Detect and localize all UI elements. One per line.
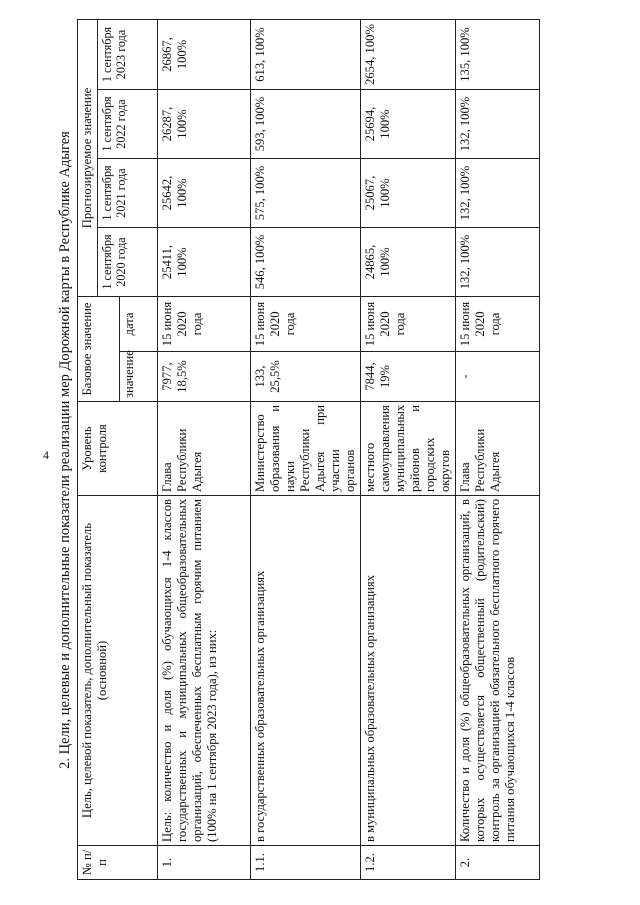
row-forecast-2020: 546, 100%: [251, 228, 361, 297]
header-year-2020: 1 сентября 2020 года: [98, 228, 158, 297]
row-indicator: в муниципальных образовательных организациях: [361, 496, 456, 846]
row-forecast-2023: 135, 100%: [456, 19, 540, 89]
row-base-date: 15 июня 2020 года: [456, 297, 540, 352]
header-year-2021: 1 сентября 2021 года: [98, 159, 158, 228]
row-forecast-2020: 132, 100%: [456, 228, 540, 297]
row-num: 2.: [456, 846, 540, 880]
row-forecast-2021: 25067, 100%: [361, 159, 456, 228]
row-base-value: 133, 25,5%: [251, 352, 361, 402]
row-indicator: Цель: количество и доля (%) обучающихся 1-4 классов государственных и муниципальных общеобразовательных организаций, обеспеченных бесплатным горячим питанием (100% на 1 сентября 2023 года), из них:: [158, 496, 251, 846]
header-base-value: значение: [120, 352, 158, 402]
row-forecast-2020: 25411, 100%: [158, 228, 251, 297]
row-forecast-2022: 593, 100%: [251, 90, 361, 159]
row-control: местного самоуправления муниципальных районов и городских округов: [361, 402, 456, 496]
row-forecast-2022: 132, 100%: [456, 90, 540, 159]
table-row: [456, 19, 540, 879]
row-indicator: Количество и доля (%) общеобразовательных организаций, в которых осуществляется общественный (родительский) контроль за организацией обязательного бесплатного горячего питания обучающихся 1-4 классов: [456, 496, 540, 846]
row-forecast-2021: 132, 100%: [456, 159, 540, 228]
row-forecast-2021: 25642, 100%: [158, 159, 251, 228]
row-forecast-2023: 26867, 100%: [158, 19, 251, 89]
targets-table: [77, 19, 540, 880]
row-num: 1.2.: [361, 846, 456, 880]
header-num: № п/п: [78, 846, 158, 880]
table-row: [158, 19, 251, 879]
row-control: Глава Республики Адыгея: [456, 402, 540, 496]
row-base-value: -: [456, 352, 540, 402]
row-base-date: 15 июня 2020 года: [158, 297, 251, 352]
row-base-date: 15 июня 2020 года: [361, 297, 456, 352]
header-base: Базовое значение: [78, 297, 120, 402]
row-num: 1.1.: [251, 846, 361, 880]
row-forecast-2023: 613, 100%: [251, 19, 361, 89]
row-control: Глава Республики Адыгея: [158, 402, 251, 496]
row-forecast-2022: 26287, 100%: [158, 90, 251, 159]
document-title: 2. Цели, целевые и дополнительные показатели реализации мер Дорожной карты в Республике Адыгея: [57, 131, 73, 769]
table-row: [251, 19, 361, 879]
table-row: [361, 19, 456, 879]
row-base-date: 15 июня 2020 года: [251, 297, 361, 352]
row-num: 1.: [158, 846, 251, 880]
row-forecast-2020: 24865, 100%: [361, 228, 456, 297]
header-base-date: дата: [120, 297, 158, 352]
header-control: Уровень контроля: [78, 402, 158, 496]
row-control: Министерство образования и науки Республики Адыгея при участии органов: [251, 402, 361, 496]
header-row-1: [78, 19, 98, 879]
row-base-value: 7977, 18,5%: [158, 352, 251, 402]
header-year-2022: 1 сентября 2022 года: [98, 90, 158, 159]
header-indicator: Цель, целевой показатель, дополнительный показатель (основной): [78, 496, 158, 846]
row-indicator: в государственных образовательных организациях: [251, 496, 361, 846]
row-forecast-2021: 575, 100%: [251, 159, 361, 228]
rotated-page-content: [55, 20, 615, 880]
page-number: 4: [43, 448, 49, 462]
header-year-2023: 1 сентября 2023 года: [98, 19, 158, 89]
header-forecast: Прогнозируемое значение: [78, 19, 98, 296]
row-forecast-2023: 2654, 100%: [361, 19, 456, 89]
row-base-value: 7844, 19%: [361, 352, 456, 402]
row-forecast-2022: 25694, 100%: [361, 90, 456, 159]
